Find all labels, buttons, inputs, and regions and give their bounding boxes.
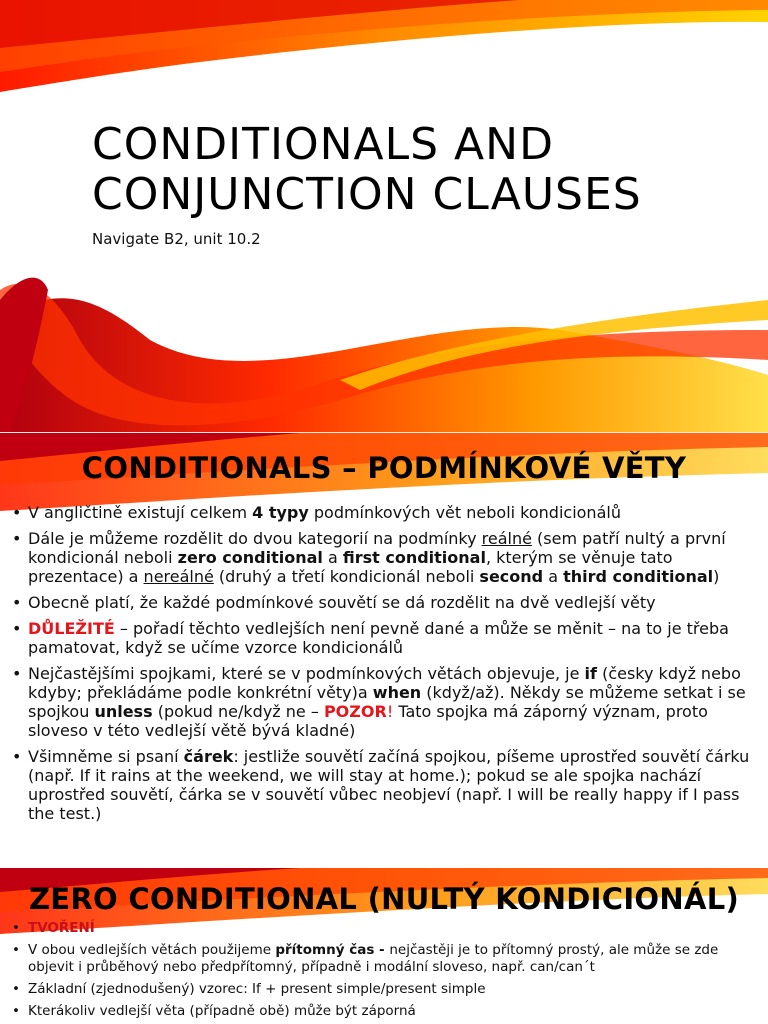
bullet-list: [12, 503, 757, 830]
list-item: • V angličtině existují celkem 4 typy podmínkových vět neboli kondicionálů: [12, 503, 757, 522]
title-line-1: CONDITIONALS AND: [92, 119, 554, 170]
list-item: • Všimněme si psaní čárek: jestliže souvětí začíná spojkou, píšeme uprostřed souvětí čárku (např. If it rains at the weekend, we will stay at home.); pokud se ale spojka nachází uprostřed souvětí, čárka se v souvětí vůbec neobjeví (např. I will be really happy if I pass the test.): [12, 747, 757, 823]
section-heading: ZERO CONDITIONAL (NULTÝ KONDICIONÁL): [28, 882, 740, 916]
zero-conditional-slide: [0, 868, 768, 1024]
section-heading: CONDITIONALS – PODMÍNKOVÉ VĚTY: [81, 451, 687, 485]
list-item: • Základní (zjednodušený) vzorec: If + present simple/present simple: [12, 981, 757, 998]
list-item: • Nejčastějšími spojkami, které se v podmínkových větách objevuje, je if (česky když nebo kdyby; překládáme podle konkrétní věty)a when (když/až). Někdy se můžeme setkat i se spojkou unless (pokud ne/když ne – POZOR! Tato spojka má záporný význam, proto sloveso v této vedlejší větě bývá kladné): [12, 664, 757, 740]
bullet-list: [12, 920, 757, 1024]
title-line-2: CONJUNCTION CLAUSES: [92, 169, 642, 220]
list-item: • Obecně platí, že každé podmínkové souvětí se dá rozdělit na dvě vedlejší věty: [12, 593, 757, 612]
conditionals-slide: [0, 432, 768, 869]
list-item: • V obou vedlejších větách použijeme přítomný čas - nejčastěji je to přítomný prostý, ale může se zde objevit i průběhový nebo předpřítomný, případně i modální sloveso, např. can/can´t: [12, 942, 757, 976]
page-title: [92, 120, 732, 220]
list-item: • DŮLEŽITÉ – pořadí těchto vedlejších není pevně dané a může se měnit – na to je třeba pamatovat, když se učíme vzorce kondicionálů: [12, 619, 757, 657]
list-item: • TVOŘENÍ: [12, 920, 757, 937]
subtitle: Navigate B2, unit 10.2: [92, 230, 261, 248]
list-item: • Dále je můžeme rozdělit do dvou kategorií na podmínky reálné (sem patří nultý a první kondicionál neboli zero conditional a first conditional, kterým se věnuje tato prezentace) a nereálné (druhý a třetí kondicionál neboli second a third conditional): [12, 529, 757, 586]
list-item: • Kterákoliv vedlejší věta (případně obě) může být záporná: [12, 1003, 757, 1020]
title-slide: [0, 0, 768, 432]
